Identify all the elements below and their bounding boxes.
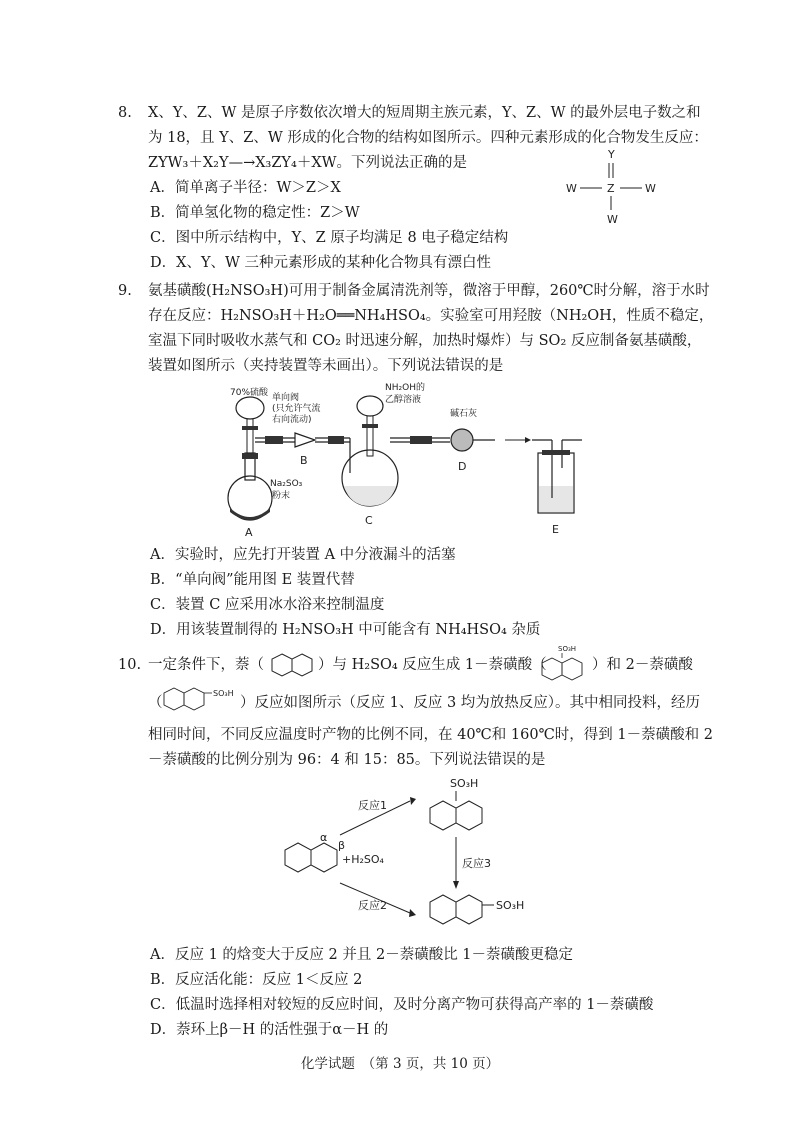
label-70-sulfuric-acid: 70%硫酸 xyxy=(230,388,269,398)
label-b: B xyxy=(300,454,308,467)
q8-structure-diagram xyxy=(560,148,660,228)
alpha-label: α xyxy=(320,831,328,844)
2-naphthalenesulfonic-acid xyxy=(430,895,456,924)
q9-option-b: B．“单向阀”能用图 E 装置代替 xyxy=(150,572,355,588)
label-nh2oh: NH₂OH的 xyxy=(385,383,425,393)
q9-option-d: D．用该装置制得的 H₂NSO₃H 中可能含有 NH₄HSO₄ 杂质 xyxy=(150,622,541,638)
question-10-line-1a: 一定条件下，萘（ xyxy=(148,657,264,673)
question-9-line-2: 存在反应：H₂NSO₃H＋H₂O══NH₄HSO₄。实验室可用羟胺（NH₂OH，性质不稳定， xyxy=(148,308,714,324)
label-valve-note-1: (只允许气流 xyxy=(272,404,321,414)
question-10-line-1c: ）和 2－萘磺酸 xyxy=(592,657,693,673)
drying-tube-d xyxy=(451,429,473,451)
reaction-3-label: 反应3 xyxy=(462,857,491,870)
q10-option-a: A．反应 1 的焓变大于反应 2 并且 2－萘磺酸比 1－萘磺酸更稳定 xyxy=(150,947,574,963)
label-d: D xyxy=(458,460,467,473)
1-naphthalenesulfonic-acid-inline-icon xyxy=(540,643,590,681)
structure-left-atom: W xyxy=(566,182,577,195)
question-9-number: 9. xyxy=(118,283,132,299)
label-ethanol-solution: 乙醇溶液 xyxy=(385,395,422,405)
question-10-line-2b: ）反应如图所示（反应 1、反应 3 均为放热反应）。其中相同投料，经历 xyxy=(240,695,701,711)
q10-reaction-diagram xyxy=(270,775,550,945)
q10-option-d: D．萘环上β－H 的活性强于α－H 的 xyxy=(150,1022,389,1038)
dropping-funnel-a xyxy=(236,397,264,419)
page-footer: 化学试题 （第 3 页，共 10 页） xyxy=(300,1056,500,1072)
q9-option-a: A．实验时，应先打开装置 A 中分液漏斗的活塞 xyxy=(150,547,456,563)
label-a: A xyxy=(245,526,253,539)
question-10-number: 10. xyxy=(118,657,142,673)
label-powder: 粉末 xyxy=(272,491,291,501)
q9-option-c: C．装置 C 应采用冰水浴来控制温度 xyxy=(150,597,385,613)
question-8-line-2: 为 18，且 Y、Z、W 形成的化合物的结构如图所示。四种元素形成的化合物发生反应： xyxy=(148,130,708,146)
structure-right-atom: W xyxy=(645,182,656,195)
question-10-line-4: －萘磺酸的比例分别为 96：4 和 15：85。下列说法错误的是 xyxy=(148,752,546,768)
2-naphthalenesulfonic-acid-inline-icon xyxy=(162,685,242,715)
structure-bottom-atom: W xyxy=(607,213,618,226)
svg-text:SO₃H: SO₃H xyxy=(213,689,234,698)
q10-option-b: B．反应活化能：反应 1＜反应 2 xyxy=(150,972,363,988)
q9-apparatus-diagram xyxy=(220,378,590,538)
reagent-label: +H₂SO₄ xyxy=(342,853,384,866)
question-9-line-1: 氨基磺酸(H₂NSO₃H)可用于制备金属清洗剂等，微溶于甲醇，260℃时分解，溶于水时 xyxy=(148,283,710,299)
product-2-so3h: SO₃H xyxy=(496,899,525,912)
q10-option-c: C．低温时选择相对较短的反应时间，及时分离产物可获得高产率的 1－萘磺酸 xyxy=(150,997,654,1013)
question-8-number: 8. xyxy=(118,105,132,121)
reaction-2-label: 反应2 xyxy=(358,899,387,912)
question-9-line-3: 室温下同时吸收水蒸气和 CO₂ 时迅速分解，加热时爆炸）与 SO₂ 反应制备氨基磺酸， xyxy=(148,333,702,349)
label-one-way-valve: 单向阀 xyxy=(272,393,300,403)
dropping-funnel-c xyxy=(357,396,383,416)
q8-option-c: C．图中所示结构中，Y、Z 原子均满足 8 电子稳定结构 xyxy=(150,230,509,246)
structure-top-atom: Y xyxy=(608,148,615,161)
label-na2so3: Na₂SO₃ xyxy=(270,479,303,489)
reaction-1-label: 反应1 xyxy=(358,799,387,812)
label-c: C xyxy=(365,514,373,527)
naphthalene-inline-icon xyxy=(270,650,318,680)
question-10-line-2a: （ xyxy=(148,695,163,711)
label-valve-note-2: 右向流动) xyxy=(272,415,312,425)
one-way-valve-b xyxy=(295,433,315,447)
q8-option-d: D．X、Y、W 三种元素形成的某种化合物具有漂白性 xyxy=(150,255,492,271)
question-8-line-3: ZYW₃＋X₂Y—→X₃ZY₄＋XW。下列说法正确的是 xyxy=(148,155,468,171)
label-soda-lime: 碱石灰 xyxy=(450,409,478,419)
svg-text:SO₃H: SO₃H xyxy=(558,645,577,653)
structure-center-atom: Z xyxy=(607,182,615,195)
question-10-line-3: 相同时间，不同反应温度时产物的比例不同，在 40℃和 160℃时，得到 1－萘磺酸和 2 xyxy=(148,727,713,743)
naphthalene-reactant xyxy=(285,843,311,872)
question-10-line-1b: ）与 H₂SO₄ 反应生成 1－萘磺酸（ xyxy=(318,657,547,673)
question-8-line-1: X、Y、Z、W 是原子序数依次增大的短周期主族元素，Y、Z、W 的最外层电子数之和 xyxy=(148,105,701,121)
product-1-so3h: SO₃H xyxy=(450,777,479,790)
q8-option-a: A．简单离子半径：W＞Z＞X xyxy=(150,180,341,196)
question-9-line-4: 装置如图所示（夹持装置等未画出）。下列说法错误的是 xyxy=(148,358,504,374)
1-naphthalenesulfonic-acid xyxy=(430,801,456,830)
label-e: E xyxy=(552,523,559,536)
q8-option-b: B．简单氢化物的稳定性：Z＞W xyxy=(150,205,360,221)
beta-label: β xyxy=(338,839,346,852)
